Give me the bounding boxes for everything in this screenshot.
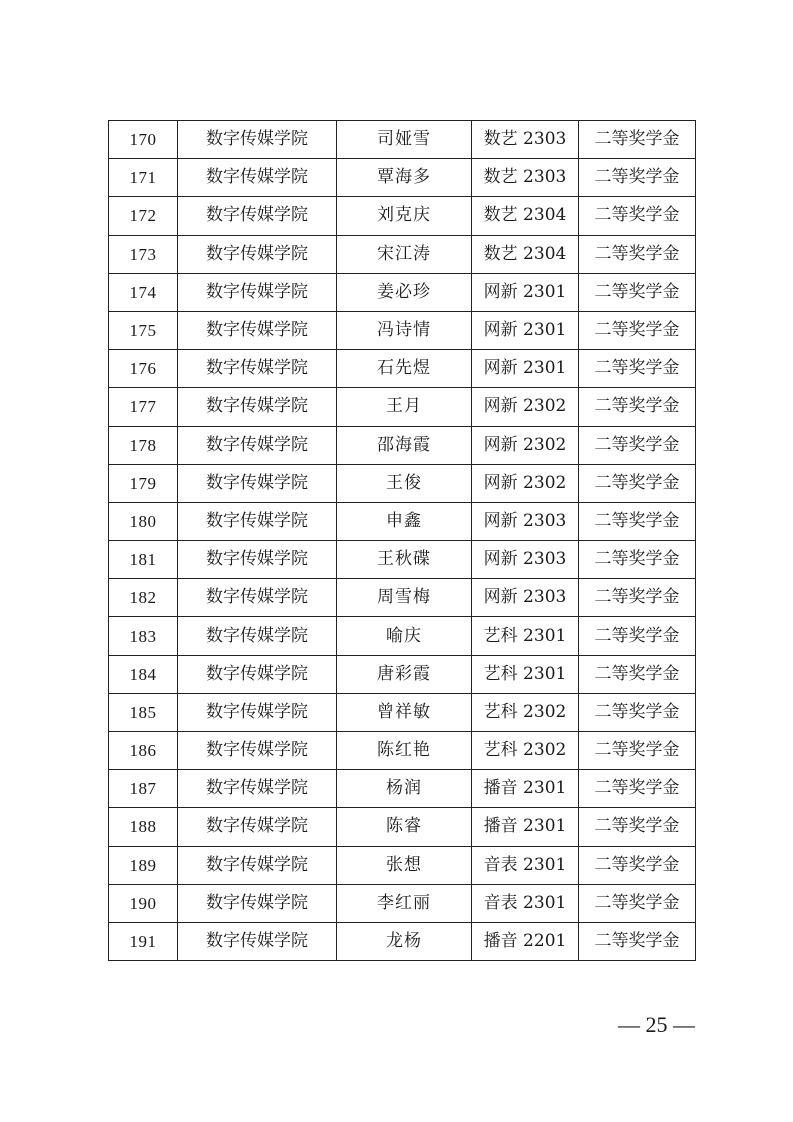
row-number-cell: 171 <box>109 159 178 197</box>
award-cell: 二等奖学金 <box>579 808 696 846</box>
table-row <box>109 235 696 273</box>
row-number-cell: 180 <box>109 502 178 540</box>
college-cell: 数字传媒学院 <box>178 808 337 846</box>
class-cell: 网新 2302 <box>472 464 579 502</box>
class-cell: 音表 2301 <box>472 846 579 884</box>
class-cell: 网新 2302 <box>472 388 579 426</box>
row-number-cell: 190 <box>109 884 178 922</box>
college-cell: 数字传媒学院 <box>178 159 337 197</box>
award-cell: 二等奖学金 <box>579 541 696 579</box>
row-number-cell: 182 <box>109 579 178 617</box>
college-cell: 数字传媒学院 <box>178 846 337 884</box>
table-row <box>109 311 696 349</box>
award-cell: 二等奖学金 <box>579 617 696 655</box>
award-cell: 二等奖学金 <box>579 846 696 884</box>
class-cell: 播音 2201 <box>472 922 579 960</box>
class-cell: 数艺 2304 <box>472 197 579 235</box>
award-cell: 二等奖学金 <box>579 922 696 960</box>
student-name-cell: 王秋碟 <box>337 541 472 579</box>
college-cell: 数字传媒学院 <box>178 541 337 579</box>
student-name-cell: 冯诗情 <box>337 311 472 349</box>
class-cell: 艺科 2302 <box>472 732 579 770</box>
student-name-cell: 姜必珍 <box>337 273 472 311</box>
row-number-cell: 185 <box>109 693 178 731</box>
award-roster-body <box>109 121 696 961</box>
table-row <box>109 808 696 846</box>
college-cell: 数字传媒学院 <box>178 732 337 770</box>
award-cell: 二等奖学金 <box>579 464 696 502</box>
table-row <box>109 655 696 693</box>
row-number-cell: 181 <box>109 541 178 579</box>
row-number-cell: 183 <box>109 617 178 655</box>
student-name-cell: 龙杨 <box>337 922 472 960</box>
student-name-cell: 宋江涛 <box>337 235 472 273</box>
college-cell: 数字传媒学院 <box>178 235 337 273</box>
award-cell: 二等奖学金 <box>579 693 696 731</box>
class-cell: 网新 2303 <box>472 579 579 617</box>
award-roster-table <box>108 120 696 961</box>
college-cell: 数字传媒学院 <box>178 502 337 540</box>
row-number-cell: 170 <box>109 121 178 159</box>
student-name-cell: 司娅雪 <box>337 121 472 159</box>
table-row <box>109 617 696 655</box>
class-cell: 网新 2302 <box>472 426 579 464</box>
college-cell: 数字传媒学院 <box>178 579 337 617</box>
student-name-cell: 石先煜 <box>337 350 472 388</box>
row-number-cell: 188 <box>109 808 178 846</box>
college-cell: 数字传媒学院 <box>178 311 337 349</box>
row-number-cell: 172 <box>109 197 178 235</box>
row-number-cell: 179 <box>109 464 178 502</box>
student-name-cell: 王俊 <box>337 464 472 502</box>
award-cell: 二等奖学金 <box>579 350 696 388</box>
college-cell: 数字传媒学院 <box>178 884 337 922</box>
award-cell: 二等奖学金 <box>579 502 696 540</box>
row-number-cell: 191 <box>109 922 178 960</box>
student-name-cell: 曾祥敏 <box>337 693 472 731</box>
row-number-cell: 178 <box>109 426 178 464</box>
student-name-cell: 张想 <box>337 846 472 884</box>
row-number-cell: 177 <box>109 388 178 426</box>
row-number-cell: 176 <box>109 350 178 388</box>
student-name-cell: 唐彩霞 <box>337 655 472 693</box>
award-cell: 二等奖学金 <box>579 426 696 464</box>
award-cell: 二等奖学金 <box>579 121 696 159</box>
class-cell: 网新 2303 <box>472 502 579 540</box>
award-cell: 二等奖学金 <box>579 311 696 349</box>
student-name-cell: 周雪梅 <box>337 579 472 617</box>
row-number-cell: 175 <box>109 311 178 349</box>
table-row <box>109 350 696 388</box>
college-cell: 数字传媒学院 <box>178 464 337 502</box>
table-row <box>109 426 696 464</box>
college-cell: 数字传媒学院 <box>178 388 337 426</box>
class-cell: 数艺 2303 <box>472 121 579 159</box>
page-number: — 25 — <box>618 1012 695 1037</box>
table-row <box>109 884 696 922</box>
college-cell: 数字传媒学院 <box>178 770 337 808</box>
row-number-cell: 173 <box>109 235 178 273</box>
class-cell: 艺科 2301 <box>472 655 579 693</box>
student-name-cell: 邵海霞 <box>337 426 472 464</box>
table-row <box>109 579 696 617</box>
class-cell: 艺科 2301 <box>472 617 579 655</box>
table-row <box>109 846 696 884</box>
award-cell: 二等奖学金 <box>579 655 696 693</box>
class-cell: 网新 2303 <box>472 541 579 579</box>
class-cell: 网新 2301 <box>472 273 579 311</box>
class-cell: 艺科 2302 <box>472 693 579 731</box>
table-row <box>109 922 696 960</box>
college-cell: 数字传媒学院 <box>178 922 337 960</box>
table-row <box>109 159 696 197</box>
table-row <box>109 197 696 235</box>
award-cell: 二等奖学金 <box>579 235 696 273</box>
table-row <box>109 693 696 731</box>
class-cell: 网新 2301 <box>472 311 579 349</box>
award-cell: 二等奖学金 <box>579 159 696 197</box>
table-row <box>109 273 696 311</box>
row-number-cell: 184 <box>109 655 178 693</box>
college-cell: 数字传媒学院 <box>178 617 337 655</box>
row-number-cell: 186 <box>109 732 178 770</box>
student-name-cell: 杨润 <box>337 770 472 808</box>
award-cell: 二等奖学金 <box>579 388 696 426</box>
row-number-cell: 189 <box>109 846 178 884</box>
award-cell: 二等奖学金 <box>579 273 696 311</box>
table-row <box>109 464 696 502</box>
table-row <box>109 541 696 579</box>
table-row <box>109 388 696 426</box>
award-cell: 二等奖学金 <box>579 579 696 617</box>
college-cell: 数字传媒学院 <box>178 197 337 235</box>
class-cell: 数艺 2303 <box>472 159 579 197</box>
class-cell: 数艺 2304 <box>472 235 579 273</box>
row-number-cell: 187 <box>109 770 178 808</box>
college-cell: 数字传媒学院 <box>178 693 337 731</box>
award-cell: 二等奖学金 <box>579 197 696 235</box>
class-cell: 播音 2301 <box>472 770 579 808</box>
award-cell: 二等奖学金 <box>579 884 696 922</box>
student-name-cell: 申鑫 <box>337 502 472 540</box>
student-name-cell: 李红丽 <box>337 884 472 922</box>
row-number-cell: 174 <box>109 273 178 311</box>
student-name-cell: 喻庆 <box>337 617 472 655</box>
award-cell: 二等奖学金 <box>579 770 696 808</box>
college-cell: 数字传媒学院 <box>178 273 337 311</box>
student-name-cell: 陈红艳 <box>337 732 472 770</box>
table-row <box>109 732 696 770</box>
table-row <box>109 502 696 540</box>
student-name-cell: 覃海多 <box>337 159 472 197</box>
college-cell: 数字传媒学院 <box>178 426 337 464</box>
college-cell: 数字传媒学院 <box>178 655 337 693</box>
student-name-cell: 刘克庆 <box>337 197 472 235</box>
college-cell: 数字传媒学院 <box>178 121 337 159</box>
table-row <box>109 770 696 808</box>
student-name-cell: 陈睿 <box>337 808 472 846</box>
class-cell: 播音 2301 <box>472 808 579 846</box>
class-cell: 网新 2301 <box>472 350 579 388</box>
award-cell: 二等奖学金 <box>579 732 696 770</box>
student-name-cell: 王月 <box>337 388 472 426</box>
table-row <box>109 121 696 159</box>
college-cell: 数字传媒学院 <box>178 350 337 388</box>
class-cell: 音表 2301 <box>472 884 579 922</box>
